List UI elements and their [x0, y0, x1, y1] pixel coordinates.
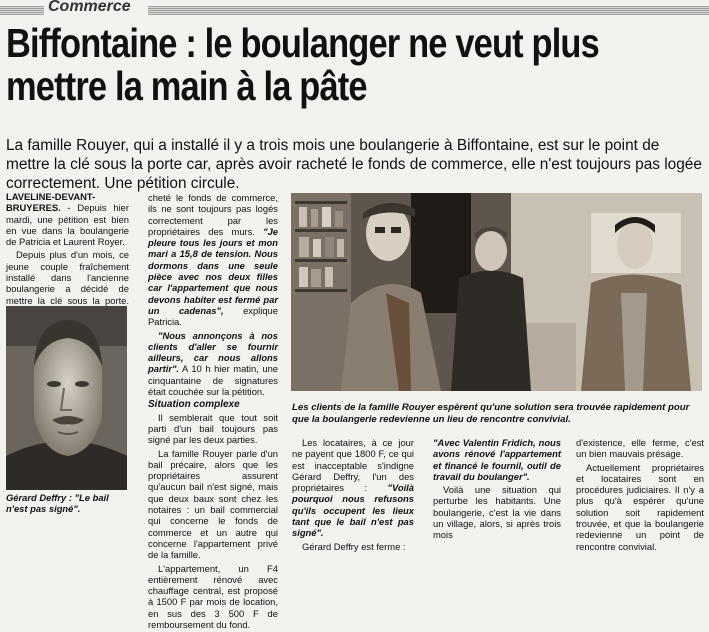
quote: "Voilà pourquoi nous refusons qu'ils occupent les lieux tant que le bail n'est pas signé". — [292, 482, 414, 539]
paragraph: d'existence, elle ferme, c'est un bien mauvais présage. — [576, 437, 704, 460]
quote: "Je pleure tous les jours et mon mari a 15,8 de tension. Nous dormons dans une seule pièce avec nos deux filles car l'appartement que nous devons habiter est fermé par un cadenas", — [148, 225, 278, 316]
quote: "Nous annonçons à nos clients d'aller se fournir ailleurs, car nous allons partir". — [148, 329, 278, 375]
paragraph: Voilà une situation qui perturbe les habitants. Une boulangerie, c'est la vie dans un village, alors, si après trois mois — [433, 484, 561, 541]
article-column-3 — [292, 437, 414, 554]
article-column-1 — [6, 191, 129, 319]
paragraph: cheté le fonds de commerce, ils ne sont toujours pas logés correctement par les propriétaires des murs. "Je pleure tous les jours et mon mari a 15,8 de tension. Nous dormons dans une seule pièce avec nos deux filles car l'appartement que nous devons habiter est fermé par un cadenas", explique Patricia. — [148, 192, 278, 328]
article-column-5 — [576, 437, 704, 554]
dateline: LAVELINE-DEVANT-BRUYERES. — [6, 191, 96, 214]
portrait-photo — [6, 306, 127, 490]
section-rule-right — [148, 6, 709, 15]
paragraph: L'appartement, un F4 entièrement rénové avec chauffage central, est proposé à 1500 F par mois de location, en sus des 3 500 F de remboursement du fond. — [148, 562, 278, 630]
paragraph: La famille Rouyer parle d'un bail précaire, alors que les propriétaires assurent qu'aucun bail n'est signé, mais que deux baux sont chez les notaires : un bail commercial qui concerne le fonds de commerce et un autre qui concerne l'appartement privé de la famille. — [148, 447, 278, 561]
section-label: Commerce — [48, 0, 131, 15]
paragraph: Depuis plus d'un mois, ce jeune couple fraîchement installé dans l'ancienne boulangerie a décidé de mettre la clé sous la porte. — [6, 249, 129, 306]
quote: "Avec Valentin Fridich, nous avons rénové l'appartement et financé le fournil, outil de travail du boulanger". — [433, 437, 561, 482]
lead-paragraph — [6, 191, 129, 247]
paragraph: "Nous annonçons à nos clients d'aller se fournir ailleurs, car nous allons partir". A 10 h hier matin, une cinquantaine de signatures était couchée sur la pétition. — [148, 329, 278, 398]
paragraph — [433, 437, 561, 482]
portrait-caption: Gérard Deffry : "Le bail n'est pas signé". — [6, 492, 109, 514]
section-rule-left — [0, 6, 44, 15]
section-bar — [0, 0, 709, 19]
main-photo — [291, 193, 702, 391]
standfirst: La famille Rouyer, qui a installé il y a trois mois une boulangerie à Biffontaine, est sur le point de mettre la clé sous la porte car, après avoir racheté le fonds de commerce, elle n'est toujours pas logée correctement. Une pétition circule. — [6, 137, 702, 192]
paragraph: Il semblerait que tout soit parti d'un bail toujours pas signé par les deux parties. — [148, 411, 278, 446]
headline-line-2: mettre la main à la pâte — [6, 63, 367, 109]
article-column-2 — [148, 192, 278, 632]
headline — [6, 20, 599, 109]
paragraph: Gérard Deffry est ferme : — [302, 540, 406, 552]
lead-text: - Depuis hier mardi, une pétition est bien en vue dans la boulangerie de Patricia et Laurent Royer. — [6, 202, 129, 248]
article-column-4 — [433, 437, 561, 543]
paragraph: Actuellement propriétaires et locataires sont en procédures judiciaires. Il n'y a plus qu'à espérer qu'une solution soit rapidement trouvée, et que la boulangerie redevienne un point de rencontre convivial. — [576, 461, 704, 552]
paragraph: Les locataires, à ce jour ne payent que 1800 F, ce qui est inacceptable s'indigne Gérard Deffry, l'un des propriétaires : "Voilà pourquoi nous refusons qu'ils occupent les lieux tant que le bail n'est pas signé". — [292, 437, 414, 539]
subheading: Situation complexe — [148, 399, 240, 411]
photo-caption: Les clients de la famille Rouyer espèrent qu'une solution sera trouvée rapidement pour que la boulangerie redevienne un lieu de rencontre convivial. — [292, 402, 690, 425]
headline-line-1: Biffontaine : le boulanger ne veut plus — [6, 20, 599, 66]
